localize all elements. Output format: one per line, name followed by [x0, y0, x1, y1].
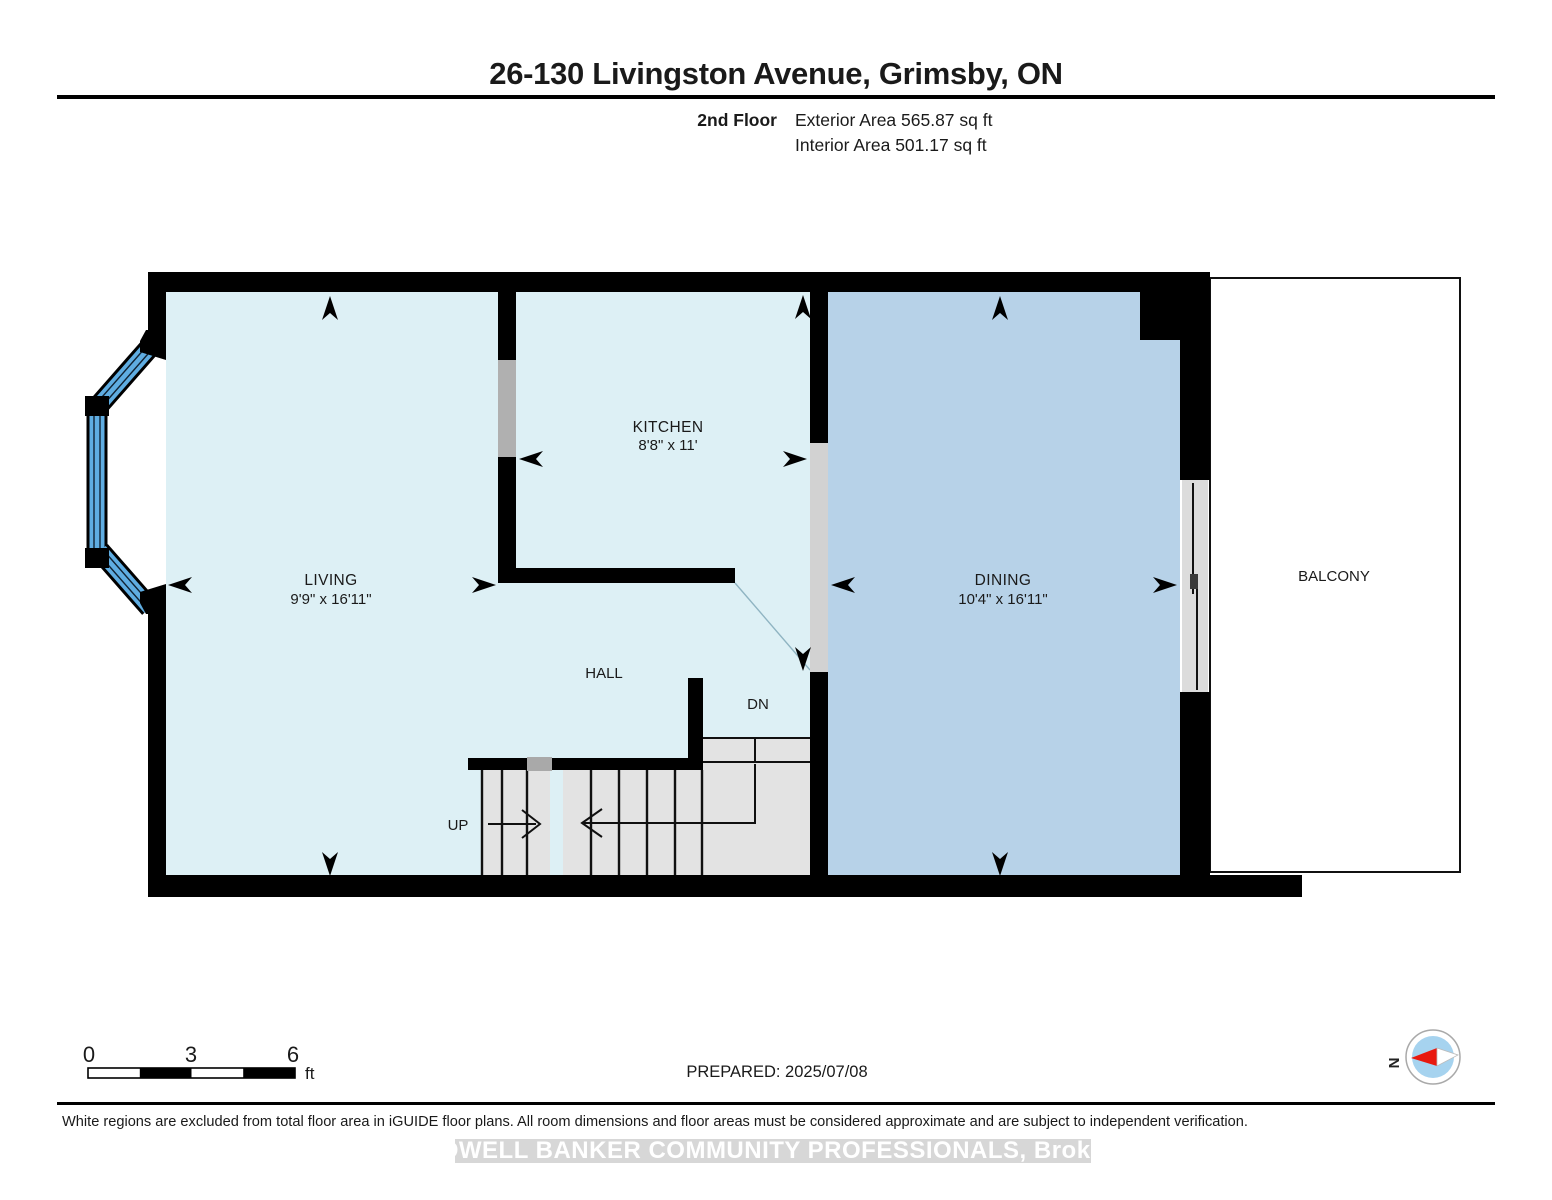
wall-kitchen-left-upper: [498, 292, 516, 360]
wall-dining-right-lower: [1180, 692, 1210, 875]
dining-cased-opening: [810, 443, 828, 672]
prepared-date: PREPARED: 2025/07/08: [686, 1063, 868, 1081]
wall-dining-right-upper: [1180, 340, 1210, 480]
kitchen-dims: 8'8" x 11': [638, 437, 698, 454]
north-label: N: [1386, 1057, 1403, 1069]
kitchen-door-opening: [498, 360, 516, 457]
bay-joint-mid-top: [85, 396, 109, 416]
disclaimer-text: White regions are excluded from total floor area in iGUIDE floor plans. All room dimensions and floor areas must be considered approximate and are subject to independent verification.: [62, 1114, 1248, 1130]
footer-rule: [57, 1102, 1495, 1105]
wall-dining-left-upper: [810, 292, 828, 443]
wall-left-lower: [148, 602, 166, 897]
scale-bar-seg-2: [140, 1068, 192, 1078]
page-title: 26-130 Livingston Avenue, Grimsby, ON: [489, 56, 1063, 91]
wall-dining-left-lower: [810, 672, 828, 875]
exterior-area-label: Exterior Area 565.87 sq ft: [795, 110, 993, 130]
stair-wall-nub: [527, 757, 552, 771]
dining-dims: 10'4" x 16'11": [958, 591, 1048, 608]
balcony-label: BALCONY: [1298, 568, 1370, 585]
up-label: UP: [447, 817, 469, 834]
dining-label: DINING: [974, 572, 1032, 589]
kitchen-label: KITCHEN: [632, 419, 704, 436]
scale-unit: ft: [305, 1064, 315, 1083]
scale-tick-6: 6: [286, 1042, 300, 1067]
scale-tick-0: 0: [82, 1042, 96, 1067]
bay-joint-mid-bottom: [85, 548, 109, 568]
wall-bottom: [148, 875, 1302, 897]
wall-top-right-notch: [1140, 272, 1210, 340]
hall-label: HALL: [585, 665, 623, 682]
interior-area-label: Interior Area 501.17 sq ft: [795, 135, 987, 155]
wall-kitchen-left-lower: [498, 457, 516, 583]
scale-bar-seg-4: [243, 1068, 295, 1078]
wall-top: [148, 272, 1210, 292]
living-dims: 9'9" x 16'11": [290, 591, 372, 608]
header-rule: [57, 95, 1495, 99]
living-label: LIVING: [304, 572, 358, 589]
stairs-up-run: [482, 770, 550, 875]
wall-left-upper: [148, 272, 166, 348]
bay-window-middle-segment: [94, 410, 100, 554]
wall-hall-vertical: [688, 678, 703, 770]
stairs-landing: [703, 738, 810, 875]
floor-label: 2nd Floor: [697, 110, 777, 130]
balcony-sliding-door: [1182, 480, 1208, 692]
wall-stair-top: [468, 758, 703, 770]
wall-kitchen-bottom: [498, 568, 735, 583]
scale-tick-3: 3: [184, 1042, 198, 1067]
watermark-text: COLDWELL BANKER COMMUNITY PROFESSIONALS, Brokerage: [388, 1137, 1158, 1164]
dn-label: DN: [747, 696, 769, 713]
